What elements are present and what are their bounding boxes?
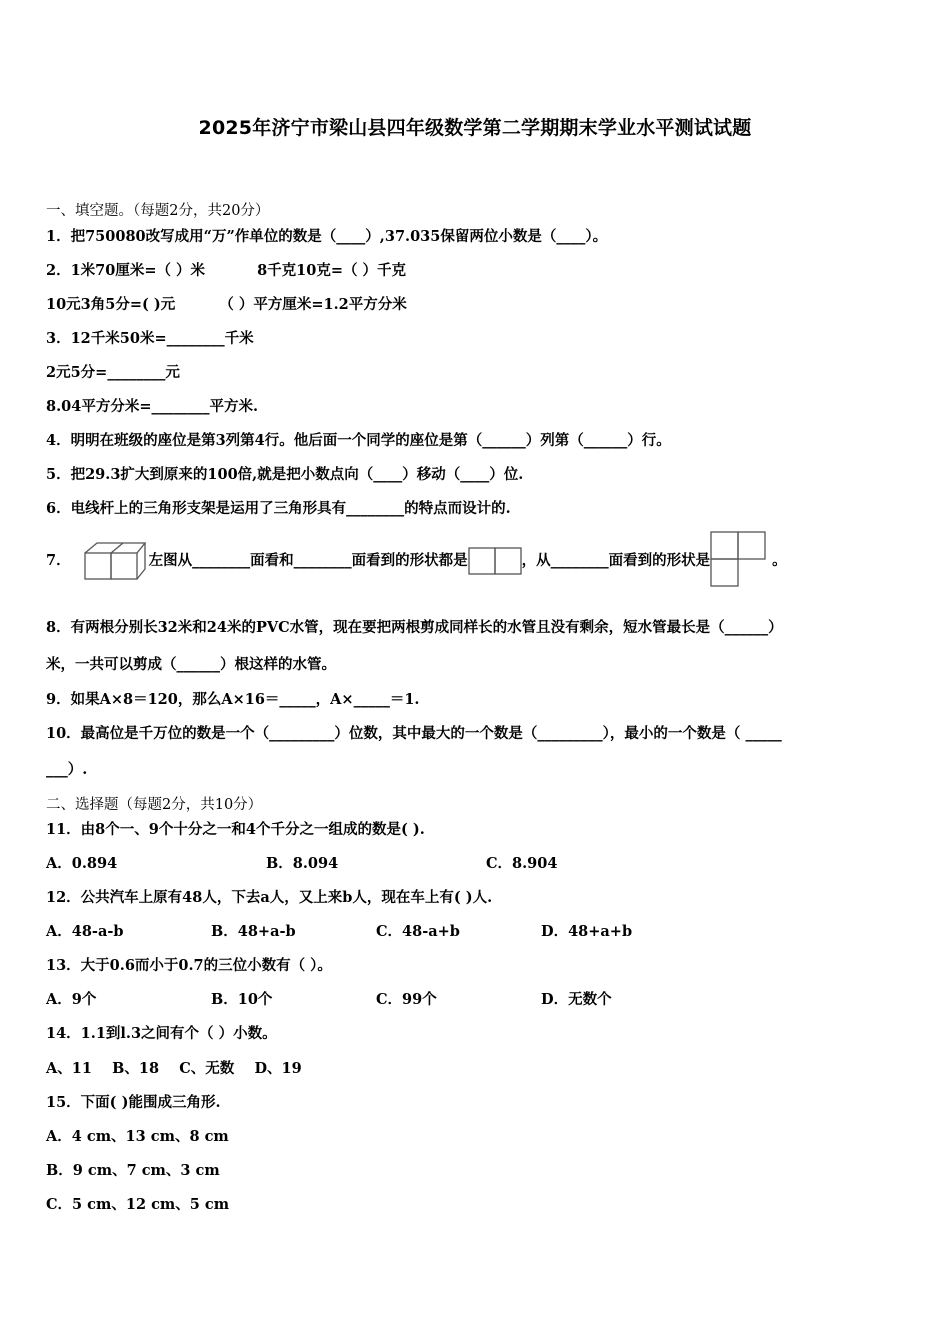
question-3c: 8.04平方分米=________平方米. [46,398,259,415]
question-7-text-2: ，从________面看到的形状是 [521,552,711,569]
cube-stack-figure [83,539,149,583]
option-11-a: A．0.894 [46,855,118,872]
question-14: 14．1.1到l.3之间有个（ ）小数。 [46,1025,277,1042]
option-12-c: C．48-a+b [376,923,460,940]
option-13-a: A．9个 [46,991,97,1008]
question-2-row-1 [46,261,406,281]
question-15: 15．下面( )能围成三角形. [46,1094,221,1111]
question-13-options [46,990,612,1010]
question-2c: 10元3角5分=( )元 [46,296,176,313]
option-12-b: B．48+a-b [211,923,296,940]
question-11-options [46,854,557,874]
option-12-d: D．48+a+b [541,923,633,940]
question-12-options [46,922,632,942]
question-3a: 3．12千米50米=________千米 [46,330,254,347]
option-15-a: A．4 cm、13 cm、8 cm [46,1128,229,1145]
question-7-text-1: 左图从________面看和________面看到的形状都是 [148,552,468,569]
question-7-number: 7． [46,552,71,569]
question-7 [46,533,787,589]
question-5: 5．把29.3扩大到原来的100倍,就是把小数点向（____）移动（____）位. [46,466,524,483]
question-2-row-2 [46,295,407,315]
option-12-a: A．48-a-b [46,923,124,940]
question-1: 1．把750080改写成用“万”作单位的数是（____）,37.035保留两位小数是（____）。 [46,228,608,245]
question-6: 6．电线杆上的三角形支架是运用了三角形具有________的特点而设计的. [46,500,511,517]
question-9: 9．如果A×8＝120，那么A×16＝_____，A×_____＝1. [46,691,420,708]
question-8a: 8．有两根分别长32米和24米的PVC水管，现在要把两根剪成同样长的水管且没有剩余，短水管最长是（______） [46,619,783,636]
option-15-c: C．5 cm、12 cm、5 cm [46,1196,230,1213]
question-2a: 2．1米70厘米=（ ）米 [46,262,206,279]
question-10b: ___）. [46,761,88,778]
question-2d: （ ）平方厘米=1.2平方分米 [219,296,407,313]
question-4: 4．明明在班级的座位是第3列第4行。他后面一个同学的座位是第（______）列第（______）行。 [46,432,671,449]
option-15-b: B．9 cm、7 cm、3 cm [46,1162,220,1179]
option-13-b: B．10个 [211,991,273,1008]
question-10a: 10．最高位是千万位的数是一个（_________）位数，其中最大的一个数是（_________），最小的一个数是（ _____ [46,725,782,742]
option-13-d: D．无数个 [541,991,612,1008]
two-squares-figure [468,547,522,575]
section-heading-fill-blank: 一、填空题。（每题2分，共20分） [46,203,270,219]
question-3b: 2元5分=________元 [46,364,180,381]
option-11-c: C．8.904 [486,855,558,872]
question-11: 11．由8个一、9个十分之一和4个千分之一组成的数是( ). [46,821,425,838]
question-13: 13．大于0.6而小于0.7的三位小数有（ ）。 [46,957,332,974]
section-heading-choice: 二、选择题（每题2分，共10分） [46,797,263,813]
option-13-c: C．99个 [376,991,437,1008]
page-title: 2025年济宁市梁山县四年级数学第二学期期末学业水平测试试题 [198,117,752,139]
question-12: 12．公共汽车上原有48人，下去a人，又上来b人，现在车上有( )人. [46,889,493,906]
question-2b: 8千克10克=（ ）千克 [257,262,407,279]
question-8b: 米，一共可以剪成（______）根这样的水管。 [46,656,336,673]
question-7-text-3: 。 [772,552,787,569]
l-shape-figure [710,531,766,587]
option-11-b: B．8.094 [266,855,339,872]
question-14-options: A、11 B、18 C、无数 D、19 [46,1060,302,1077]
